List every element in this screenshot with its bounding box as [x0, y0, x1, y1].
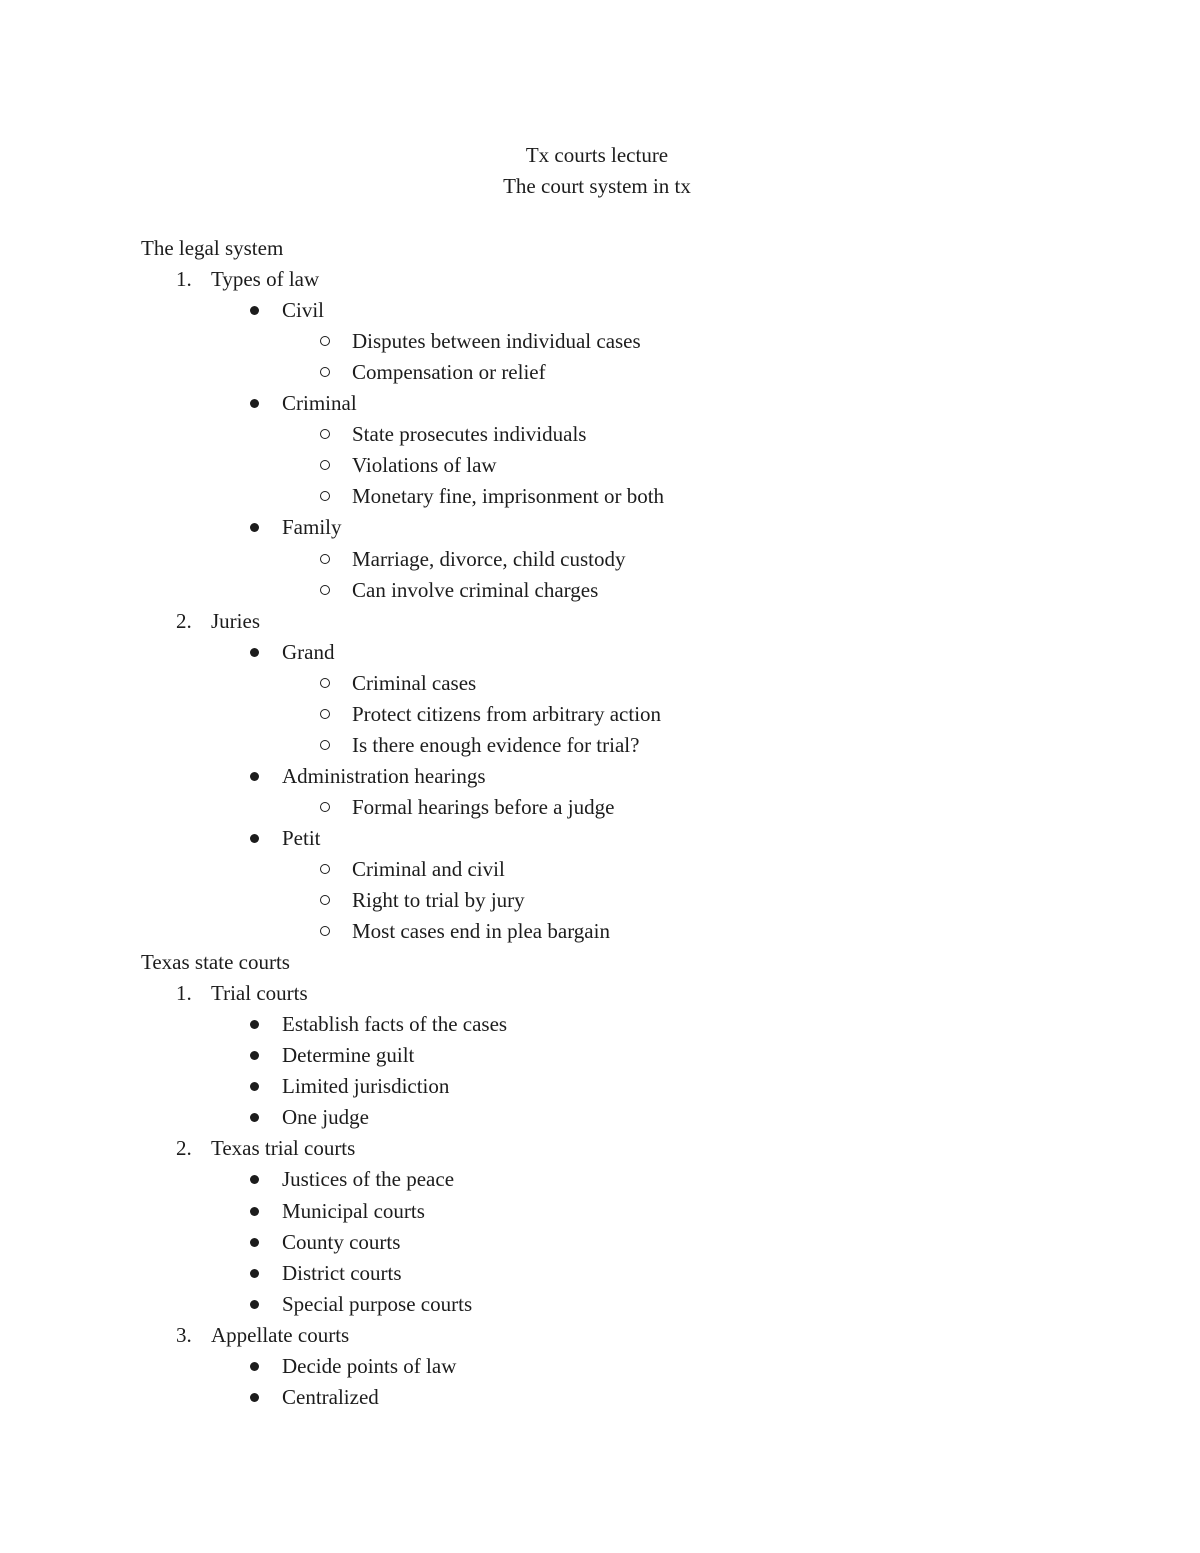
section-heading-text: The legal system	[141, 236, 284, 260]
bullet-item	[0, 1102, 1200, 1133]
bullet-item-label: Centralized	[282, 1385, 379, 1409]
bullet-disc-icon	[250, 1113, 259, 1122]
bullet-item-label: District courts	[282, 1261, 402, 1285]
bullet-disc-icon	[250, 1020, 259, 1029]
sub-bullet-item	[0, 450, 1200, 481]
bullet-item	[0, 1164, 1200, 1195]
bullet-disc-icon	[250, 1051, 259, 1060]
bullet-circle-icon	[320, 460, 330, 470]
bullet-disc-icon	[250, 1269, 259, 1278]
bullet-circle-icon	[320, 336, 330, 346]
bullet-disc-icon	[250, 772, 259, 781]
bullet-disc-icon	[250, 306, 259, 315]
bullet-disc-icon	[250, 1300, 259, 1309]
bullet-disc-icon	[250, 1238, 259, 1247]
bullet-item	[0, 1040, 1200, 1071]
sub-bullet-label: Formal hearings before a judge	[352, 795, 615, 819]
section-heading	[0, 233, 1200, 264]
list-number: 1.	[176, 981, 192, 1005]
numbered-item	[0, 1320, 1200, 1351]
sub-bullet-label: Disputes between individual cases	[352, 329, 641, 353]
sub-bullet-item	[0, 326, 1200, 357]
bullet-item	[0, 512, 1200, 543]
bullet-item-label: Petit	[282, 826, 321, 850]
numbered-item-label: Texas trial courts	[211, 1136, 356, 1160]
bullet-item	[0, 388, 1200, 419]
bullet-item	[0, 1289, 1200, 1320]
bullet-circle-icon	[320, 864, 330, 874]
sub-bullet-item	[0, 730, 1200, 761]
bullet-circle-icon	[320, 895, 330, 905]
bullet-item-label: Criminal	[282, 391, 357, 415]
bullet-disc-icon	[250, 1175, 259, 1184]
bullet-item	[0, 637, 1200, 668]
bullet-item-label: Municipal courts	[282, 1199, 425, 1223]
bullet-item-label: Family	[282, 515, 342, 539]
bullet-disc-icon	[250, 648, 259, 657]
bullet-disc-icon	[250, 834, 259, 843]
bullet-item-label: Civil	[282, 298, 325, 322]
numbered-item	[0, 1133, 1200, 1164]
bullet-disc-icon	[250, 1207, 259, 1216]
sub-bullet-item	[0, 575, 1200, 606]
sub-bullet-label: Protect citizens from arbitrary action	[352, 702, 662, 726]
sub-bullet-label: Can involve criminal charges	[352, 578, 599, 602]
bullet-item-label: One judge	[282, 1105, 369, 1129]
bullet-item	[0, 1071, 1200, 1102]
numbered-item	[0, 264, 1200, 295]
bullet-circle-icon	[320, 678, 330, 688]
bullet-item	[0, 1009, 1200, 1040]
sub-bullet-item	[0, 792, 1200, 823]
sub-bullet-label: Criminal cases	[352, 671, 477, 695]
bullet-item	[0, 1351, 1200, 1382]
bullet-circle-icon	[320, 926, 330, 936]
bullet-item-label: Limited jurisdiction	[282, 1074, 450, 1098]
bullet-disc-icon	[250, 1393, 259, 1402]
sub-bullet-item	[0, 357, 1200, 388]
bullet-item	[0, 823, 1200, 854]
sub-bullet-item	[0, 854, 1200, 885]
bullet-disc-icon	[250, 1082, 259, 1091]
sub-bullet-item	[0, 481, 1200, 512]
sub-bullet-item	[0, 885, 1200, 916]
numbered-item-label: Trial courts	[211, 981, 308, 1005]
sub-bullet-item	[0, 544, 1200, 575]
section-heading-text: Texas state courts	[141, 950, 290, 974]
bullet-disc-icon	[250, 1362, 259, 1371]
bullet-disc-icon	[250, 399, 259, 408]
bullet-item	[0, 295, 1200, 326]
bullet-item-label: Grand	[282, 640, 335, 664]
section-heading	[0, 947, 1200, 978]
sub-bullet-label: Marriage, divorce, child custody	[352, 547, 626, 571]
bullet-circle-icon	[320, 554, 330, 564]
bullet-disc-icon	[250, 523, 259, 532]
sub-bullet-item	[0, 916, 1200, 947]
sub-bullet-label: Monetary fine, imprisonment or both	[352, 484, 665, 508]
bullet-circle-icon	[320, 802, 330, 812]
sub-bullet-label: Is there enough evidence for trial?	[352, 733, 640, 757]
sub-bullet-label: State prosecutes individuals	[352, 422, 587, 446]
list-number: 1.	[176, 267, 192, 291]
bullet-item	[0, 1382, 1200, 1413]
list-number: 2.	[176, 609, 192, 633]
bullet-item-label: Establish facts of the cases	[282, 1012, 508, 1036]
bullet-item	[0, 1196, 1200, 1227]
bullet-item-label: Determine guilt	[282, 1043, 415, 1067]
bullet-circle-icon	[320, 367, 330, 377]
bullet-item-label: Special purpose courts	[282, 1292, 473, 1316]
bullet-item-label: Administration hearings	[282, 764, 486, 788]
bullet-item	[0, 761, 1200, 792]
numbered-item	[0, 978, 1200, 1009]
bullet-item-label: Decide points of law	[282, 1354, 457, 1378]
bullet-item	[0, 1227, 1200, 1258]
bullet-circle-icon	[320, 429, 330, 439]
numbered-item	[0, 606, 1200, 637]
numbered-item-label: Types of law	[211, 267, 320, 291]
sub-bullet-item	[0, 668, 1200, 699]
sub-bullet-label: Criminal and civil	[352, 857, 505, 881]
sub-bullet-label: Most cases end in plea bargain	[352, 919, 610, 943]
bullet-circle-icon	[320, 709, 330, 719]
numbered-item-label: Juries	[211, 609, 260, 633]
list-number: 2.	[176, 1136, 192, 1160]
sub-bullet-label: Compensation or relief	[352, 360, 546, 384]
document-title: Tx courts lecture	[525, 143, 669, 167]
list-number: 3.	[176, 1323, 192, 1347]
bullet-item	[0, 1258, 1200, 1289]
sub-bullet-label: Violations of law	[352, 453, 497, 477]
bullet-circle-icon	[320, 585, 330, 595]
bullet-item-label: Justices of the peace	[282, 1167, 455, 1191]
sub-bullet-label: Right to trial by jury	[352, 888, 525, 912]
sub-bullet-item	[0, 699, 1200, 730]
numbered-item-label: Appellate courts	[211, 1323, 350, 1347]
sub-bullet-item	[0, 419, 1200, 450]
bullet-circle-icon	[320, 740, 330, 750]
bullet-circle-icon	[320, 491, 330, 501]
document-subtitle: The court system in tx	[503, 174, 691, 198]
bullet-item-label: County courts	[282, 1230, 401, 1254]
